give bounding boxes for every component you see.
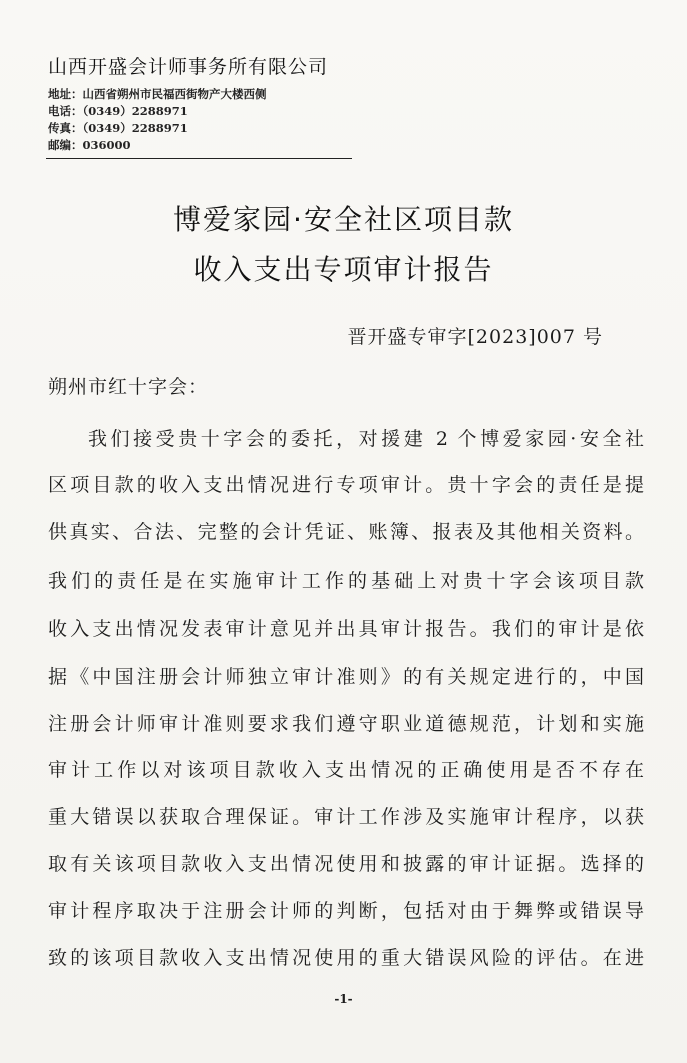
document-number: 晋开盛专审字[2023]007 号 <box>347 326 603 348</box>
firm-postcode: 邮编：036000 <box>48 138 131 152</box>
firm-name: 山西开盛会计师事务所有限公司 <box>48 56 329 78</box>
firm-phone: 电话：（0349）2288971 <box>48 104 188 118</box>
body-text-line: 注册会计师审计准则要求我们遵守职业道德规范，计划和实施 <box>48 713 644 735</box>
body-text-line: 致的该项目款收入支出情况使用的重大错误风险的评估。在进 <box>48 947 644 969</box>
body-text-line: 收入支出情况发表审计意见并出具审计报告。我们的审计是依 <box>48 618 644 640</box>
body-text-line: 区项目款的收入支出情况进行专项审计。贵十字会的责任是提 <box>48 474 644 496</box>
body-text-line: 我们的责任是在实施审计工作的基础上对贵十字会该项目款 <box>48 570 644 592</box>
body-text-line: 审计程序取决于注册会计师的判断，包括对由于舞弊或错误导 <box>48 900 644 922</box>
body-text-line: 取有关该项目款收入支出情况使用和披露的审计证据。选择的 <box>48 853 644 875</box>
report-title-line-1: 博爱家园·安全社区项目款 <box>173 203 514 236</box>
body-text-line: 供真实、合法、完整的会计凭证、账簿、报表及其他相关资料。 <box>48 521 644 543</box>
body-text-line: 我们接受贵十字会的委托，对援建 2 个博爱家园·安全社 <box>88 428 644 450</box>
firm-address: 地址：山西省朔州市民福西街物产大楼西侧 <box>48 87 267 101</box>
letterhead-divider <box>46 158 352 159</box>
page-number: -1- <box>334 992 353 1006</box>
firm-fax: 传真：（0349）2288971 <box>48 121 188 135</box>
body-text-line: 审计工作以对该项目款收入支出情况的正确使用是否不存在 <box>48 759 644 781</box>
report-title-line-2: 收入支出专项审计报告 <box>193 253 494 286</box>
body-text-line: 重大错误以获取合理保证。审计工作涉及实施审计程序，以获 <box>48 806 644 828</box>
recipient-salutation: 朔州市红十字会： <box>48 376 209 398</box>
body-text-line: 据《中国注册会计师独立审计准则》的有关规定进行的，中国 <box>48 666 644 688</box>
